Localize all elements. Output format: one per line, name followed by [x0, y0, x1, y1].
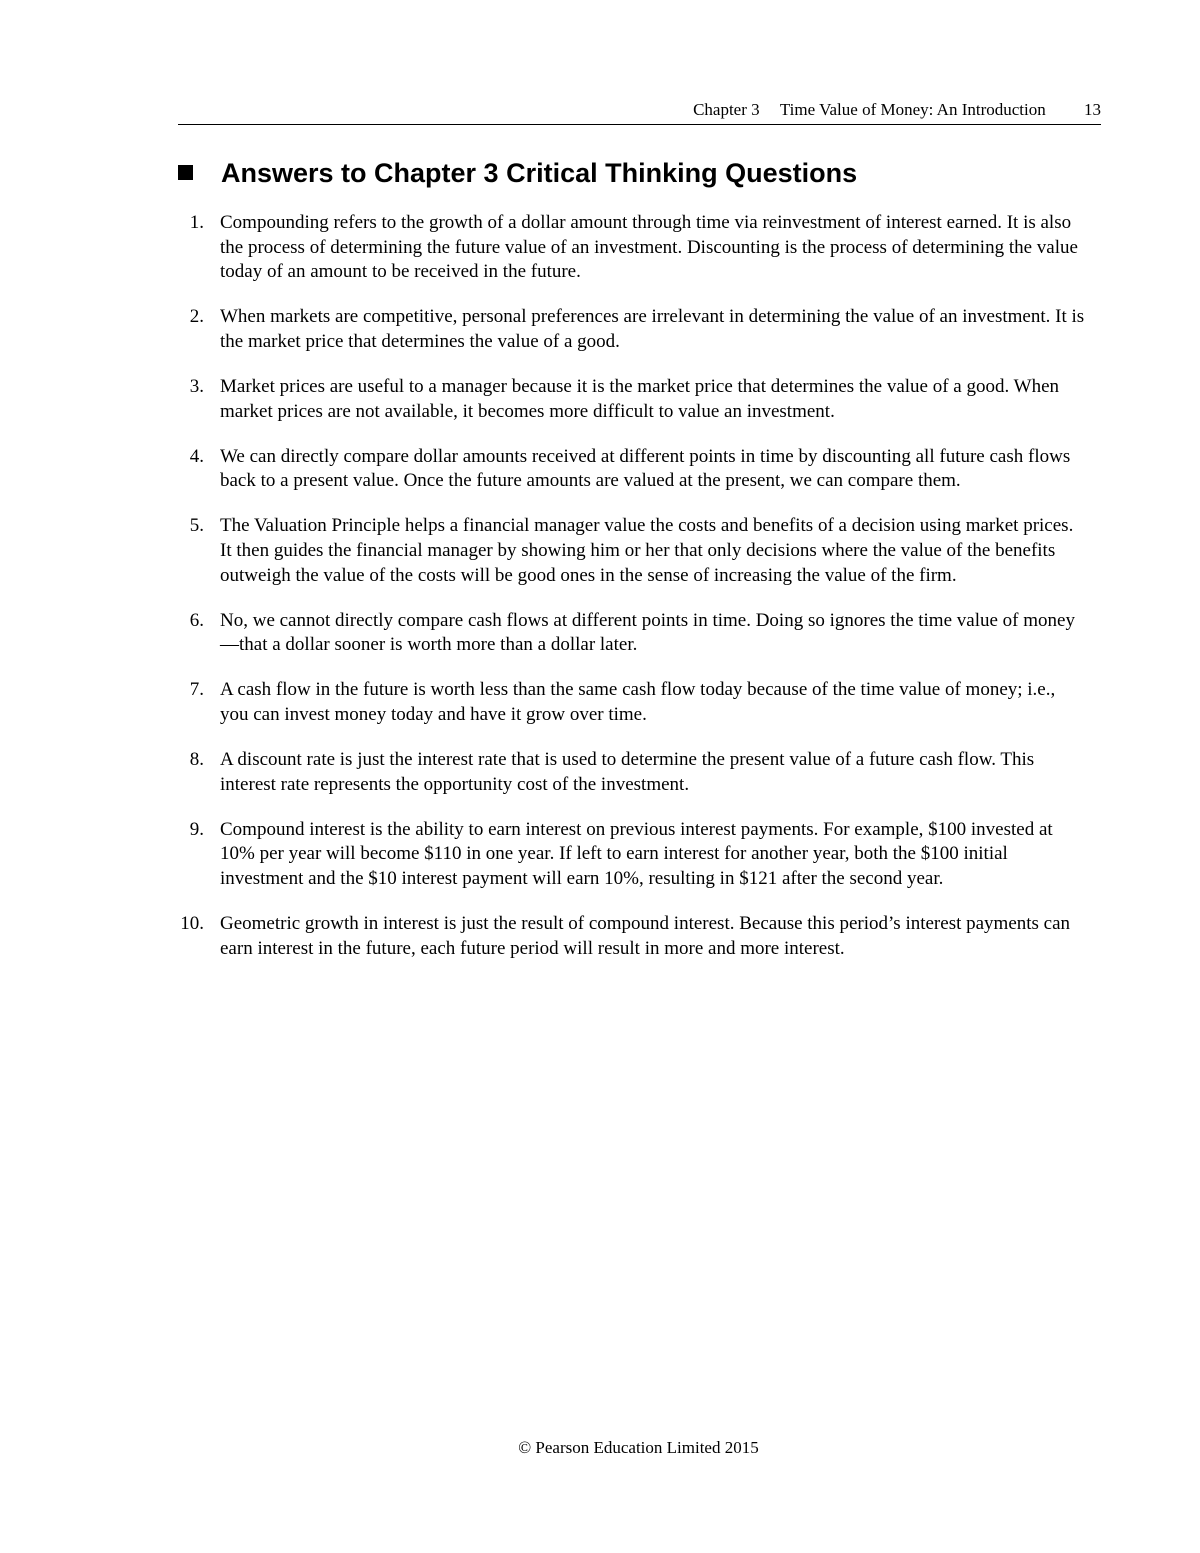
- answer-text: Compound interest is the ability to earn interest on previous interest payments. For example, $100 invested at 10% per year will become $110 in one year. If left to earn interest for another year, both the $100 initial investment and the $10 interest payment will earn 10%, resulting in $121 after the second year.: [220, 818, 1053, 889]
- answer-number: 9.: [189, 818, 204, 840]
- answer-text: No, we cannot directly compare cash flows at different points in time. Doing so ignores the time value of money—that a dollar sooner is worth more than a dollar later.: [220, 609, 1075, 656]
- answer-number: 8.: [189, 749, 204, 770]
- answer-text: We can directly compare dollar amounts received at different points in time by discounting all future cash flows back to a present value. Once the future amounts are valued at the present, we can compare them.: [220, 445, 1071, 492]
- section-heading: [178, 158, 857, 189]
- answers-list: [178, 211, 1088, 982]
- page-header: [178, 100, 1101, 125]
- answer-item: [178, 514, 1088, 588]
- answer-number: 10.: [180, 912, 204, 934]
- answer-item: [178, 375, 1088, 424]
- answer-text: Compounding refers to the growth of a dollar amount through time via reinvestment of interest earned. It is also the process of determining the future value of an investment. Discounting is the process of determining the value today of an amount to be received in the future.: [220, 212, 1078, 283]
- answer-text: Geometric growth in interest is just the result of compound interest. Because this period’s interest payments can earn interest in the future, each future period will result in more and more interest.: [220, 912, 1071, 959]
- copyright-text: © Pearson Education Limited 2015: [518, 1438, 759, 1457]
- running-head: [693, 100, 1101, 120]
- answer-item: [178, 445, 1088, 494]
- section-heading-text: Answers to Chapter 3 Critical Thinking Questions: [221, 158, 858, 188]
- answer-item: [178, 305, 1088, 354]
- answer-text: The Valuation Principle helps a financial manager value the costs and benefits of a decision using market prices. It then guides the financial manager by showing him or her that only decisions where the value of the benefits outweigh the value of the costs will be good ones in the sense of increasing the value of the firm.: [220, 515, 1074, 586]
- answer-item: [178, 211, 1088, 285]
- answer-item: [178, 678, 1088, 727]
- answer-text: Market prices are useful to a manager because it is the market price that determines the value of a good. When market prices are not available, it becomes more difficult to value an investment.: [220, 375, 1060, 422]
- answer-number: 7.: [189, 679, 204, 701]
- page-footer: [0, 1438, 1200, 1458]
- answer-number: 6.: [189, 609, 204, 631]
- answer-text: A discount rate is just the interest rate that is used to determine the present value of a future cash flow. This interest rate represents the opportunity cost of the investment.: [220, 749, 1035, 795]
- answer-text: A cash flow in the future is worth less than the same cash flow today because of the time value of money; i.e., you can invest money today and have it grow over time.: [220, 679, 1056, 725]
- answer-number: 1.: [189, 212, 204, 233]
- answer-item: [178, 818, 1088, 892]
- answer-number: 4.: [189, 445, 204, 467]
- answer-item: [178, 912, 1088, 961]
- header-title: Time Value of Money: An Introduction: [779, 100, 1046, 119]
- header-chapter: Chapter 3: [693, 100, 760, 119]
- answer-number: 5.: [189, 515, 204, 537]
- answer-item: [178, 609, 1088, 658]
- answer-number: 2.: [189, 306, 204, 328]
- answer-text: When markets are competitive, personal preferences are irrelevant in determining the value of an investment. It is the market price that determines the value of a good.: [220, 306, 1085, 352]
- header-page-number: 13: [1084, 100, 1101, 119]
- answer-number: 3.: [189, 375, 204, 397]
- square-bullet-icon: [178, 165, 193, 180]
- answer-item: [178, 748, 1088, 797]
